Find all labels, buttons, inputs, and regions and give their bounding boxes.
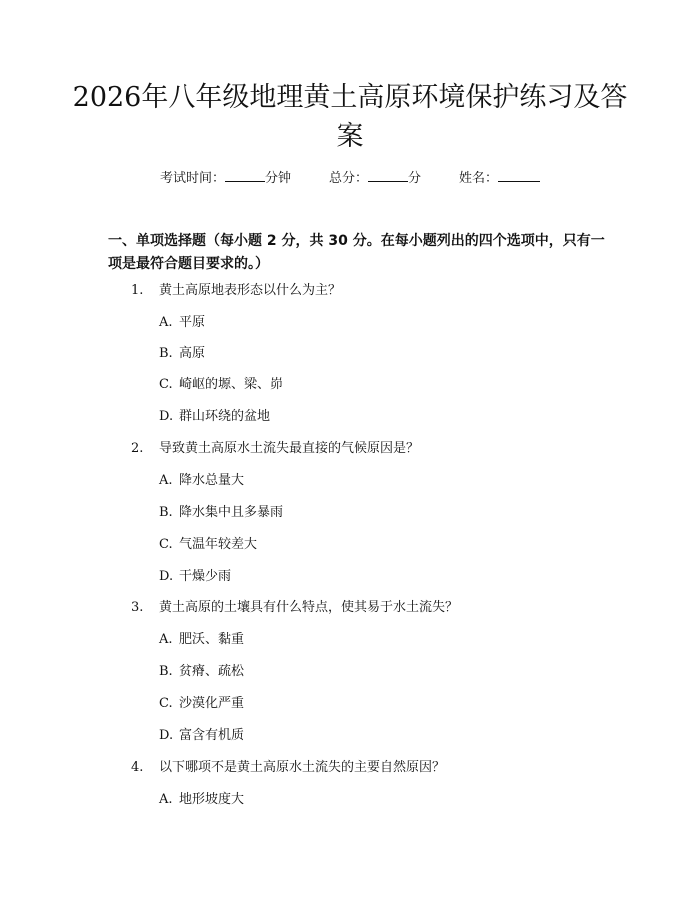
option-text: 降水总量大	[179, 473, 245, 488]
option-letter: B.	[159, 505, 173, 520]
question-4-option-a[interactable]	[159, 792, 244, 808]
option-text: 肥沃、黏重	[179, 632, 245, 647]
student-name-field	[459, 170, 540, 187]
question-number: 1.	[131, 283, 144, 298]
question-text: 导致黄土高原水土流失最直接的气候原因是？	[159, 441, 420, 456]
option-text: 平原	[179, 315, 206, 330]
exam-time-field	[160, 170, 291, 187]
question-2-option-a[interactable]	[159, 473, 244, 489]
question-number: 2.	[131, 441, 144, 456]
section-heading: 一、单项选择题（每小题 2 分，共 30 分。在每小题列出的四个选项中，只有一项是最符合题目要求的。）	[108, 233, 605, 272]
option-letter: A.	[159, 792, 173, 807]
question-number: 3.	[131, 600, 144, 615]
student-name-blank[interactable]	[498, 170, 540, 182]
question-2-option-b[interactable]	[159, 505, 283, 521]
question-text: 以下哪项不是黄土高原水土流失的主要自然原因？	[159, 760, 446, 775]
question-1-option-c[interactable]	[159, 377, 283, 393]
option-letter: A.	[159, 632, 173, 647]
option-letter: D.	[159, 569, 174, 584]
question-3-option-c[interactable]	[159, 696, 244, 712]
exam-meta	[0, 170, 700, 187]
total-score-unit: 分	[408, 171, 422, 186]
option-letter: C.	[159, 696, 173, 711]
exam-time-label: 考试时间：	[159, 171, 225, 186]
option-text: 降水集中且多暴雨	[179, 505, 284, 520]
option-letter: D.	[159, 409, 174, 424]
option-text: 富含有机质	[179, 728, 245, 743]
option-text: 群山环绕的盆地	[179, 409, 271, 424]
option-text: 干燥少雨	[179, 569, 232, 584]
question-1	[131, 283, 341, 299]
question-4	[131, 760, 445, 776]
question-2-option-c[interactable]	[159, 537, 257, 553]
question-3-option-b[interactable]	[159, 664, 244, 680]
question-3	[131, 600, 458, 616]
option-text: 贫瘠、疏松	[179, 664, 245, 679]
question-2	[131, 441, 419, 457]
option-letter: B.	[159, 664, 173, 679]
question-text: 黄土高原的土壤具有什么特点，使其易于水土流失？	[159, 600, 459, 615]
question-3-option-a[interactable]	[159, 632, 244, 648]
option-text: 崎岖的塬、梁、峁	[179, 377, 284, 392]
option-letter: B.	[159, 346, 173, 361]
option-letter: D.	[159, 728, 174, 743]
option-text: 高原	[179, 346, 206, 361]
question-1-option-a[interactable]	[159, 315, 205, 331]
option-letter: A.	[159, 473, 173, 488]
question-number: 4.	[131, 760, 144, 775]
total-score-label: 总分：	[328, 171, 368, 186]
question-1-option-d[interactable]	[159, 409, 270, 425]
question-2-option-d[interactable]	[159, 569, 231, 585]
exam-time-blank[interactable]	[225, 170, 265, 182]
option-text: 沙漠化严重	[179, 696, 245, 711]
page-title: 2026年八年级地理黄土高原环境保护练习及答案	[72, 82, 628, 152]
total-score-field	[329, 170, 421, 187]
option-text: 气温年较差大	[179, 537, 258, 552]
option-letter: C.	[159, 377, 173, 392]
exam-time-unit: 分钟	[264, 171, 291, 186]
student-name-label: 姓名：	[459, 171, 499, 186]
option-text: 地形坡度大	[179, 792, 245, 807]
total-score-blank[interactable]	[368, 170, 408, 182]
option-letter: A.	[159, 315, 173, 330]
question-text: 黄土高原地表形态以什么为主？	[159, 283, 342, 298]
option-letter: C.	[159, 537, 173, 552]
question-1-option-b[interactable]	[159, 346, 205, 362]
question-3-option-d[interactable]	[159, 728, 244, 744]
